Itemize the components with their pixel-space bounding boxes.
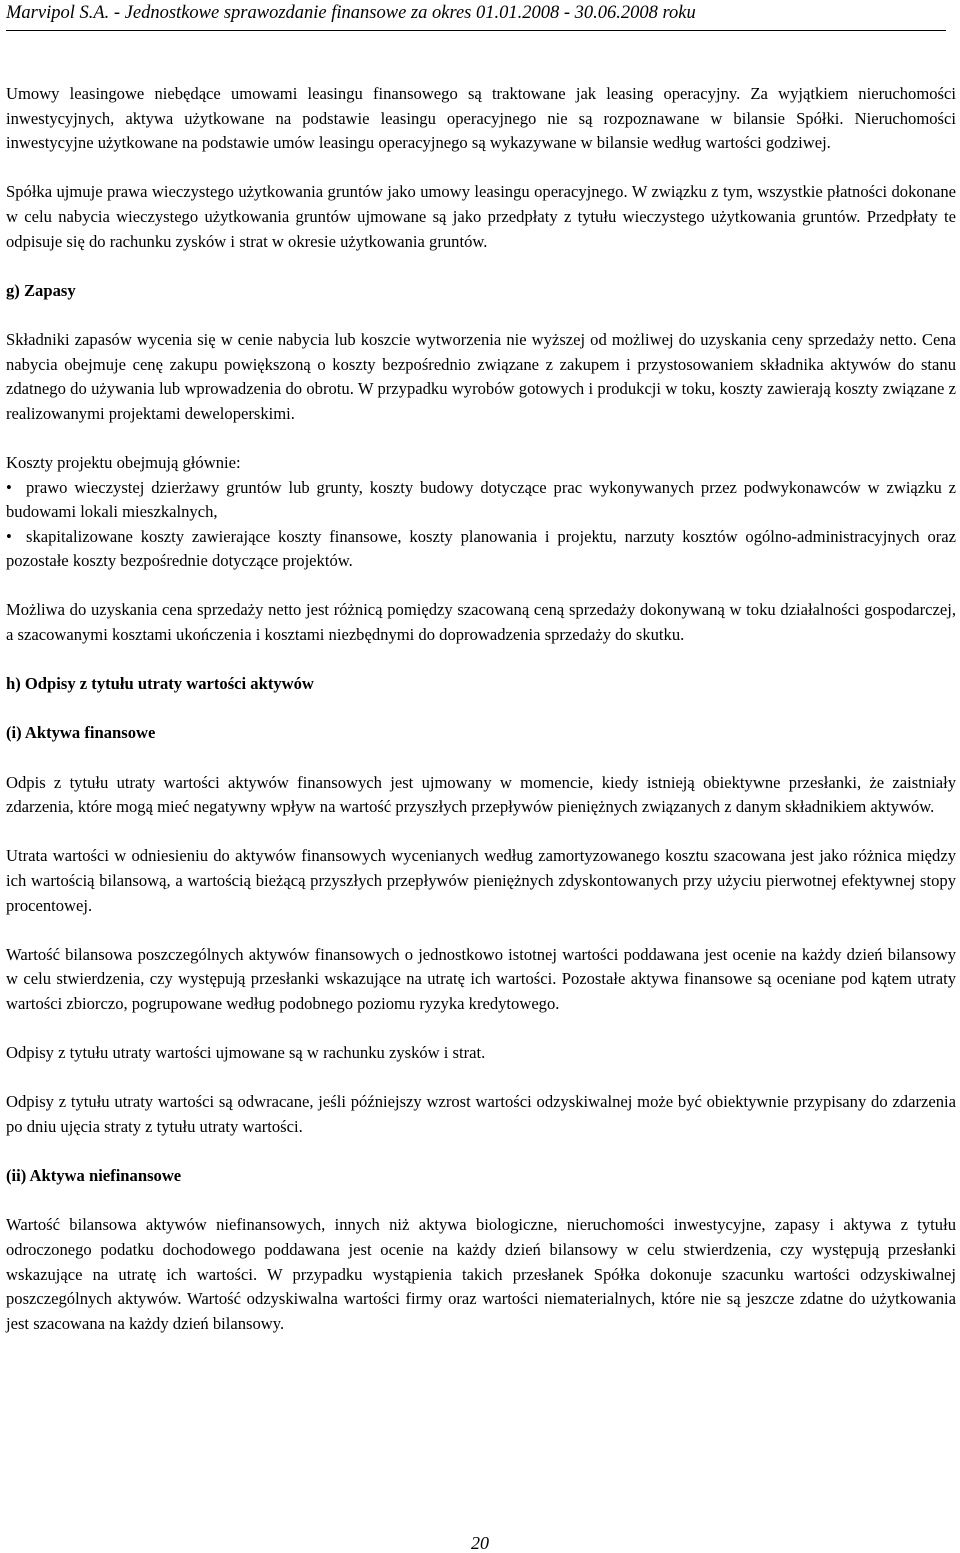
project-costs-intro: Koszty projektu obejmują głównie: [6, 452, 241, 472]
page-number: 20 [471, 1533, 489, 1553]
paragraph-cena-sprzedazy-netto: Możliwa do uzyskania cena sprzedaży netto jest różnicą pomiędzy szacowaną ceną sprzedaży dokonywaną w toku działalności gospodarczej, a szacowanymi kosztami ukończenia i kosztami niezbędnymi do doprowadzenia sprzedaży do skutku. [6, 600, 956, 645]
paragraph-wartosc-bilansowa-finansowe: Wartość bilansowa poszczególnych aktywów finansowych o jednostkowo istotnej wartości poddawana jest ocenie na każdy dzień bilansowy w celu stwierdzenia, czy występują przesłanki wskazujące na utratę ich wartości. Pozostałe aktywa finansowe są oceniane pod kątem utraty wartości zbiorczo, pogrupowane według podobnego poziomu ryzyka kredytowego. [6, 944, 956, 1013]
subsection-heading-aktywa-finansowe: (i) Aktywa finansowe [6, 723, 156, 743]
paragraph-wycena-zapasow: Składniki zapasów wycenia się w cenie nabycia lub koszcie wytworzenia nie wyższej od możliwej do uzyskania ceny sprzedaży netto. Cena nabycia obejmuje cenę zakupu powiększoną o koszty bezpośrednio związane z zakupem i przystosowaniem składnika aktywów do stanu zdatnego do używania lub wprowadzenia do obrotu. W przypadku wyrobów gotowych i produkcji w toku, koszty zawierają koszty związane z realizowanymi projektami deweloperskimi. [6, 329, 956, 423]
section-heading-zapasy: g) Zapasy [6, 280, 76, 300]
document-title: Marvipol S.A. - Jednostkowe sprawozdanie finansowe za okres 01.01.2008 - 30.06.2008 roku [6, 3, 696, 23]
project-costs-list [6, 476, 956, 574]
paragraph-odpis-aktywa-finansowe: Odpis z tytułu utraty wartości aktywów finansowych jest ujmowany w momencie, kiedy istnieją obiektywne przesłanki, że zaistniały zdarzenia, które mogą mieć negatywny wpływ na wartość przyszłych przepływów pieniężnych związanych z danym składnikiem aktywów. [6, 772, 956, 817]
page-header [6, 0, 946, 31]
paragraph-wartosc-bilansowa-niefinansowe: Wartość bilansowa aktywów niefinansowych, innych niż aktywa biologiczne, nieruchomości inwestycyjne, zapasy i aktywa z tytułu odroczonego podatku dochodowego poddawana jest ocenie na każdy dzień bilansowy w celu stwierdzenia, czy występują przesłanki wskazujące na utratę ich wartości. W przypadku wystąpienia takich przesłanek Spółka dokonuje szacunku wartości odzyskiwalnej poszczególnych aktywów. Wartość odzyskiwalna wartości firmy oraz wartości niematerialnych, które nie są jeszcze zdatne do użytkowania jest szacowana na każdy dzień bilansowy. [6, 1215, 956, 1333]
paragraph-utrata-wartosci: Utrata wartości w odniesieniu do aktywów finansowych wycenianych według zamortyzowanego kosztu szacowana jest jako różnica między ich wartością bilansową, a wartością bieżącą przyszłych przepływów pieniężnych zdyskontowanych przy użyciu pierwotnej efektywnej stopy procentowej. [6, 846, 956, 915]
section-heading-odpisy: h) Odpisy z tytułu utraty wartości aktywów [6, 674, 314, 694]
paragraph-odpisy-odwracane: Odpisy z tytułu utraty wartości są odwracane, jeśli późniejszy wzrost wartości odzyskiwalnej może być obiektywnie przypisany do zdarzenia po dniu ujęcia straty z tytułu utraty wartości. [6, 1092, 956, 1136]
document-body [6, 82, 956, 1361]
subsection-heading-aktywa-niefinansowe: (ii) Aktywa niefinansowe [6, 1166, 182, 1186]
list-item [6, 476, 956, 525]
bullet-icon: • [6, 477, 12, 497]
paragraph-odpisy-ujmowane: Odpisy z tytułu utraty wartości ujmowane są w rachunku zysków i strat. [6, 1043, 486, 1063]
paragraph-wieczyste-uzytkowanie: Spółka ujmuje prawa wieczystego użytkowania gruntów jako umowy leasingu operacyjnego. W związku z tym, wszystkie płatności dokonane w celu nabycia wieczystego użytkowania gruntów ujmowane są jako przedpłaty z tytułu wieczystego użytkowania gruntów. Przedpłaty te odpisuje się do rachunku zysków i strat w okresie użytkowania gruntów. [6, 182, 956, 251]
paragraph-leasing-operacyjny: Umowy leasingowe niebędące umowami leasingu finansowego są traktowane jak leasing operacyjny. Za wyjątkiem nieruchomości inwestycyjnych, aktywa użytkowane na podstawie leasingu operacyjnego nie są rozpoznawane w bilansie Spółki. Nieruchomości inwestycyjne użytkowane na podstawie umów leasingu operacyjnego są wykazywane w bilansie według wartości godziwej. [6, 84, 956, 153]
bullet-icon: • [6, 526, 12, 546]
list-item-text: skapitalizowane koszty zawierające koszty finansowe, koszty planowania i projektu, narzuty kosztów ogólno-administracyjnych oraz pozostałe koszty bezpośrednie dotyczące projektów. [6, 526, 956, 571]
list-item-text: prawo wieczystej dzierżawy gruntów lub grunty, koszty budowy dotyczące prac wykonywanych przez podwykonawców w związku z budowami lokali mieszkalnych, [6, 477, 956, 522]
project-costs-block [6, 451, 956, 574]
list-item [6, 525, 956, 574]
